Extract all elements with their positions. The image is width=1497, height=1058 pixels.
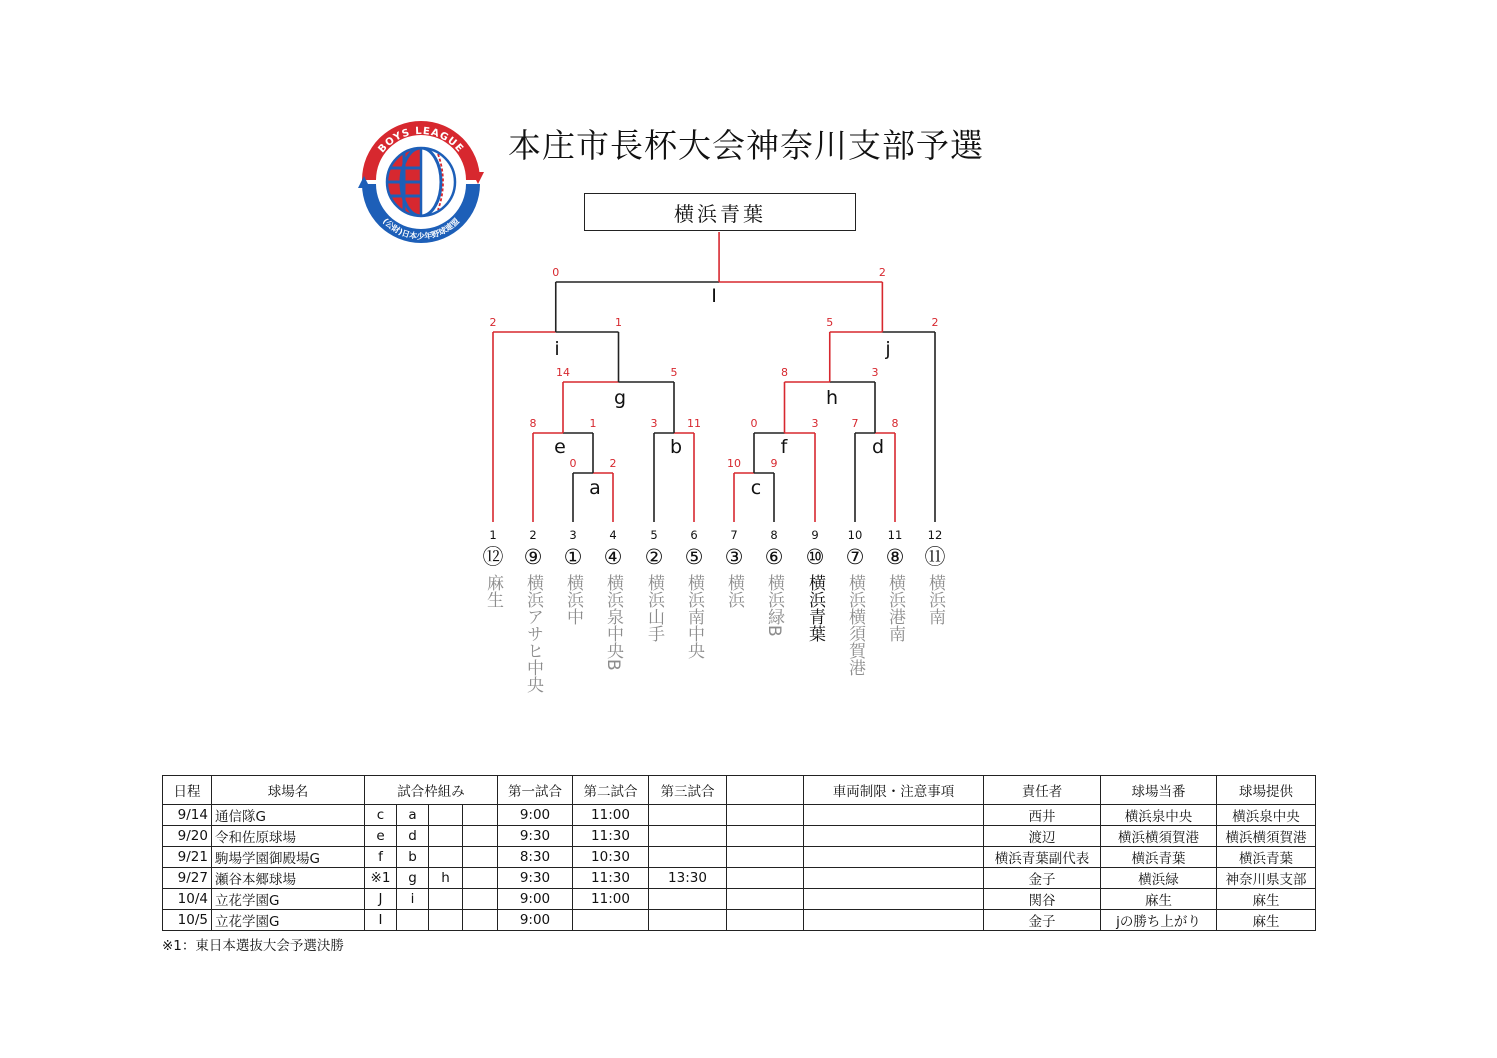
slot-number: 5 [650, 528, 658, 542]
team-name: 麻生 [483, 574, 503, 608]
schedule-slot: e [365, 826, 397, 847]
schedule-date: 9/20 [163, 826, 212, 847]
schedule-slot: g [397, 868, 429, 889]
match-label-c: c [750, 477, 762, 499]
draw-number: ① [563, 545, 583, 569]
draw-number: ⑪ [924, 545, 946, 569]
match-label-f: f [780, 436, 788, 458]
schedule-date: 9/14 [163, 805, 212, 826]
schedule-slot [463, 889, 498, 910]
schedule-date: 10/5 [163, 910, 212, 931]
draw-number: ⑦ [845, 545, 865, 569]
schedule-game2 [573, 910, 649, 931]
schedule-slot [429, 826, 463, 847]
header-manager: 責任者 [984, 776, 1101, 805]
score-c-left: 10 [727, 457, 741, 470]
slot-number: 7 [730, 528, 738, 542]
draw-number: ⑫ [482, 545, 504, 569]
header-blank [727, 776, 804, 805]
schedule-game3 [649, 805, 727, 826]
slot-number: 3 [569, 528, 577, 542]
score-i-right: 1 [615, 316, 622, 329]
score-c-right: 9 [770, 457, 778, 470]
schedule-provider: 横浜横須賀港 [1217, 826, 1316, 847]
schedule-game3: 13:30 [649, 868, 727, 889]
match-label-b: b [669, 436, 683, 458]
logo-bottom-text: (公財)日本少年野球連盟 [380, 216, 462, 242]
slot-number: 4 [609, 528, 617, 542]
slot-number: 2 [529, 528, 537, 542]
schedule-blank [727, 805, 804, 826]
schedule-manager: 金子 [984, 910, 1101, 931]
schedule-game2: 11:00 [573, 805, 649, 826]
team-name: 横浜横須賀港 [845, 574, 865, 676]
header-slots: 試合枠組み [365, 776, 498, 805]
score-h-left: 8 [781, 366, 788, 379]
match-label-e: e [554, 436, 566, 458]
score-g-left: 14 [556, 366, 570, 379]
schedule-blank [727, 826, 804, 847]
schedule-notes [804, 805, 984, 826]
schedule-slot: J [365, 889, 397, 910]
schedule-notes [804, 910, 984, 931]
draw-number: ⑩ [805, 545, 825, 569]
schedule-notes [804, 847, 984, 868]
schedule-duty: 横浜緑 [1101, 868, 1217, 889]
slot-number: 10 [847, 528, 863, 542]
schedule-slot: i [397, 889, 429, 910]
slot-number: 6 [690, 528, 698, 542]
schedule-duty: 横浜泉中央 [1101, 805, 1217, 826]
score-f-left: 0 [750, 417, 758, 430]
schedule-game3 [649, 889, 727, 910]
schedule-game2: 11:30 [573, 826, 649, 847]
team-name: 横浜中 [563, 574, 583, 625]
header-date: 日程 [163, 776, 212, 805]
schedule-game3 [649, 847, 727, 868]
slot-number: 9 [811, 528, 819, 542]
schedule-provider: 横浜泉中央 [1217, 805, 1316, 826]
match-label-a: a [589, 477, 601, 499]
schedule-slot [397, 910, 429, 931]
score-I-left: 0 [552, 266, 560, 279]
score-e-left: 8 [529, 417, 537, 430]
match-label-g: g [613, 387, 627, 409]
schedule-notes [804, 889, 984, 910]
draw-number: ⑥ [764, 545, 784, 569]
score-h-right: 3 [871, 366, 879, 379]
schedule-manager: 横浜青葉副代表 [984, 847, 1101, 868]
header-duty: 球場当番 [1101, 776, 1217, 805]
schedule-slot [429, 805, 463, 826]
schedule-date: 10/4 [163, 889, 212, 910]
draw-number: ④ [603, 545, 623, 569]
score-j-left: 5 [826, 316, 834, 329]
header-notes: 車両制限・注意事項 [804, 776, 984, 805]
schedule-slot: d [397, 826, 429, 847]
match-label-h: h [825, 387, 839, 409]
score-b-right: 11 [687, 417, 701, 430]
schedule-game1: 9:00 [498, 889, 573, 910]
schedule-game1: 9:30 [498, 826, 573, 847]
draw-number: ② [644, 545, 664, 569]
team-name: 横浜青葉 [805, 574, 825, 642]
header-game1: 第一試合 [498, 776, 573, 805]
schedule-blank [727, 847, 804, 868]
schedule-venue: 瀬谷本郷球場 [212, 868, 365, 889]
schedule-venue: 立花学園G [212, 910, 365, 931]
schedule-game2: 11:30 [573, 868, 649, 889]
schedule-game1: 9:00 [498, 910, 573, 931]
match-label-I: I [711, 285, 717, 307]
slot-number: 1 [489, 528, 497, 542]
schedule-game3 [649, 826, 727, 847]
schedule-slot [463, 847, 498, 868]
schedule-slot: h [429, 868, 463, 889]
schedule-game1: 8:30 [498, 847, 573, 868]
schedule-game1: 9:00 [498, 805, 573, 826]
schedule-row [163, 826, 1316, 847]
schedule-slot [463, 910, 498, 931]
schedule-date: 9/21 [163, 847, 212, 868]
schedule-slot [429, 910, 463, 931]
score-e-right: 1 [589, 417, 597, 430]
team-name: 横浜南中央 [684, 574, 704, 659]
score-b-left: 3 [650, 417, 658, 430]
team-name: 横浜アサヒ中央 [523, 574, 543, 693]
slot-number: 12 [927, 528, 943, 542]
schedule-row [163, 889, 1316, 910]
schedule-duty: 横浜横須賀港 [1101, 826, 1217, 847]
schedule-header-row [163, 776, 1316, 805]
draw-number: ⑤ [684, 545, 704, 569]
match-label-d: d [871, 436, 885, 458]
schedule-row [163, 910, 1316, 931]
schedule-manager: 西井 [984, 805, 1101, 826]
score-a-right: 2 [609, 457, 617, 470]
header-game2: 第二試合 [573, 776, 649, 805]
schedule-slot [463, 805, 498, 826]
page-title: 本庄市長杯大会神奈川支部予選 [508, 126, 984, 165]
schedule-venue: 駒場学園御殿場G [212, 847, 365, 868]
schedule-game3 [649, 910, 727, 931]
schedule-game2: 11:00 [573, 889, 649, 910]
schedule-manager: 関谷 [984, 889, 1101, 910]
match-label-i: i [554, 338, 560, 360]
schedule-slot: b [397, 847, 429, 868]
schedule-row [163, 805, 1316, 826]
schedule-table [162, 775, 1316, 931]
score-d-left: 7 [851, 417, 859, 430]
schedule-notes [804, 868, 984, 889]
schedule-duty: jの勝ち上がり [1101, 910, 1217, 931]
schedule-game2: 10:30 [573, 847, 649, 868]
champion-name: 横浜青葉 [674, 201, 766, 226]
schedule-venue: 通信隊G [212, 805, 365, 826]
schedule-manager: 渡辺 [984, 826, 1101, 847]
team-name: 横浜 [724, 574, 744, 608]
draw-number: ③ [724, 545, 744, 569]
header-venue: 球場名 [212, 776, 365, 805]
schedule-duty: 横浜青葉 [1101, 847, 1217, 868]
schedule-slot: f [365, 847, 397, 868]
score-i-left: 2 [489, 316, 497, 329]
schedule-row [163, 847, 1316, 868]
score-d-right: 8 [891, 417, 899, 430]
score-a-left: 0 [569, 457, 577, 470]
score-I-right: 2 [878, 266, 886, 279]
schedule-venue: 立花学園G [212, 889, 365, 910]
slot-number: 8 [770, 528, 778, 542]
schedule-date: 9/27 [163, 868, 212, 889]
schedule-venue: 令和佐原球場 [212, 826, 365, 847]
schedule-slot [429, 847, 463, 868]
draw-number: ⑧ [885, 545, 905, 569]
schedule-row [163, 868, 1316, 889]
schedule-slot [463, 826, 498, 847]
score-j-right: 2 [931, 316, 939, 329]
schedule-provider: 麻生 [1217, 889, 1316, 910]
schedule-game1: 9:30 [498, 868, 573, 889]
schedule-duty: 麻生 [1101, 889, 1217, 910]
schedule-provider: 横浜青葉 [1217, 847, 1316, 868]
schedule-slot: a [397, 805, 429, 826]
team-name: 横浜南 [925, 574, 945, 625]
match-label-j: j [885, 338, 891, 360]
schedule-provider: 神奈川県支部 [1217, 868, 1316, 889]
schedule-slot [463, 868, 498, 889]
schedule-slot: I [365, 910, 397, 931]
schedule-slot: ※1 [365, 868, 397, 889]
schedule-slot: c [365, 805, 397, 826]
draw-number: ⑨ [523, 545, 543, 569]
header-game3: 第三試合 [649, 776, 727, 805]
header-provider: 球場提供 [1217, 776, 1316, 805]
schedule-slot [429, 889, 463, 910]
team-name: 横浜港南 [885, 574, 905, 642]
team-name: 横浜緑B [764, 574, 784, 637]
logo-top-text: BOYS LEAGUE [376, 125, 466, 156]
schedule-blank [727, 868, 804, 889]
schedule-blank [727, 889, 804, 910]
schedule-provider: 麻生 [1217, 910, 1316, 931]
schedule-blank [727, 910, 804, 931]
score-g-right: 5 [670, 366, 678, 379]
slot-number: 11 [887, 528, 903, 542]
score-f-right: 3 [811, 417, 819, 430]
team-name: 横浜泉中央B [603, 574, 623, 671]
footnote: ※1：東日本選抜大会予選決勝 [162, 938, 344, 954]
team-name: 横浜山手 [644, 574, 664, 642]
schedule-manager: 金子 [984, 868, 1101, 889]
schedule-notes [804, 826, 984, 847]
